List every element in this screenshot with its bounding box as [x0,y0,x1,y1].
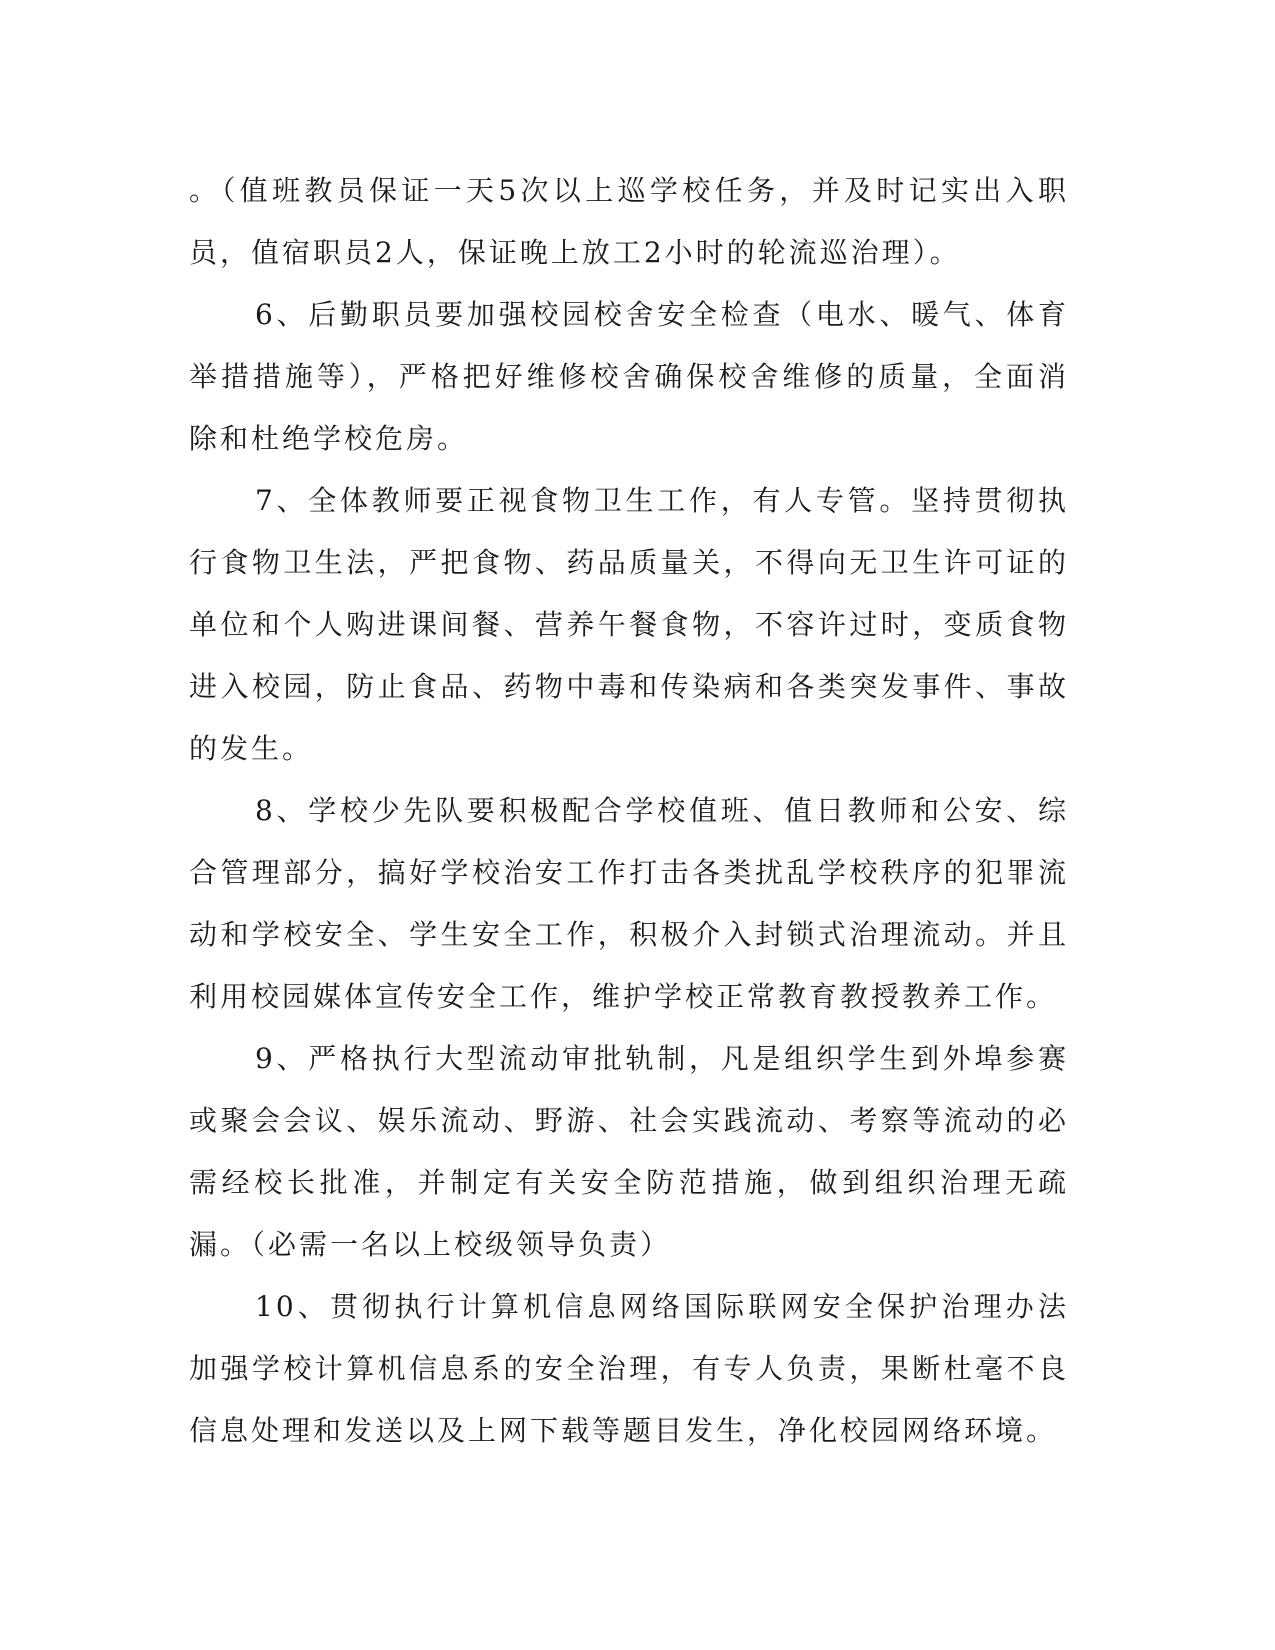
paragraph-item-8: 8、学校少先队要积极配合学校值班、值日教师和公安、综合管理部分，搞好学校治安工作打击各类扰乱学校秩序的犯罪流动和学校安全、学生安全工作，积极介入封锁式治理流动。并且利用校园媒体宣传安全工作，维护学校正常教育教授教养工作。 [189,794,1069,1013]
paragraph-item-10: 10、贯彻执行计算机信息网络国际联网安全保护治理办法加强学校计算机信息系的安全治理，有专人负责，果断杜毫不良信息处理和发送以及上网下载等题目发生，净化校园网络环境。 [189,1290,1069,1447]
paragraph-continuation: 。（值班教员保证一天5次以上巡学校任务，并及时记实出入职员，值宿职员2人，保证晚上放工2小时的轮流巡治理）。 [189,174,1069,269]
paragraph-item-9: 9、严格执行大型流动审批轨制，凡是组织学生到外埠参赛或聚会会议、娱乐流动、野游、社会实践流动、考察等流动的必需经校长批准，并制定有关安全防范措施，做到组织治理无疏漏。（必需一名以上校级领导负责） [189,1042,1069,1261]
paragraph-item-7: 7、全体教师要正视食物卫生工作，有人专管。坚持贯彻执行食物卫生法，严把食物、药品质量关，不得向无卫生许可证的单位和个人购进课间餐、营养午餐食物，不容许过时，变质食物进入校园，防止食品、药物中毒和传染病和各类突发事件、事故的发生。 [189,484,1069,765]
document-body [189,160,1069,1462]
paragraph-item-6: 6、后勤职员要加强校园校舍安全检查（电水、暖气、体育举措措施等），严格把好维修校舍确保校舍维修的质量，全面消除和杜绝学校危房。 [189,298,1069,455]
